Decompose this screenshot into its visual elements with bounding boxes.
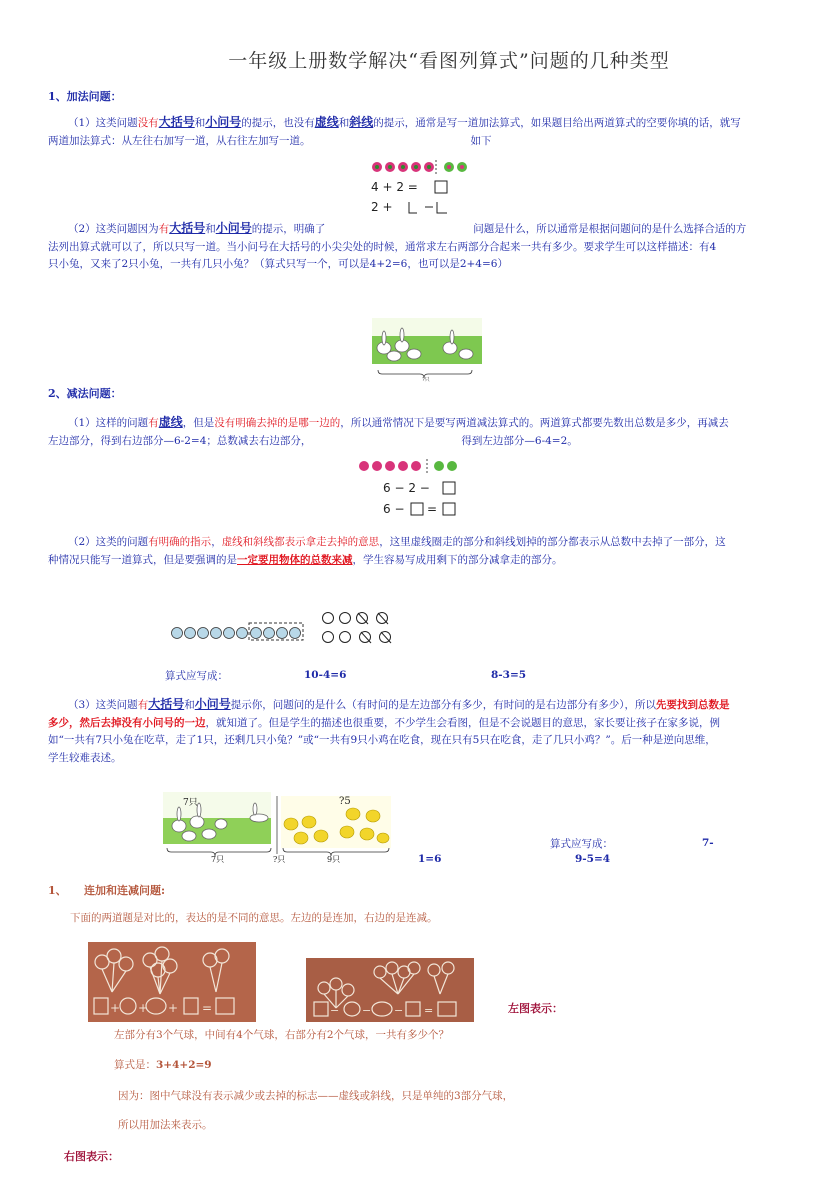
formula-7-part-b: 1=6 <box>418 853 442 865</box>
balloons-subtraction-image <box>306 958 474 1022</box>
paragraph-addition-1 <box>48 114 828 150</box>
keyword-slash-line: 斜线 <box>349 115 374 129</box>
svg-text:−: − <box>394 1004 404 1017</box>
text: 种情况只能写一道算式，但是要强调的是 <box>48 553 237 566</box>
formula-line <box>114 1057 212 1075</box>
keyword-dashed-line: 虚线 <box>158 415 183 429</box>
formula-3-4-2: 3+4+2=9 <box>156 1059 212 1071</box>
rabbits-chicks-image <box>163 792 393 864</box>
text: 提示你，问题问的是什么（有时问的是左边部分有多少，有时问的是右边部分有多少），所以 <box>230 699 656 711</box>
formula-label-1: 算式应写成： <box>165 670 228 682</box>
text: ，但是 <box>182 417 215 429</box>
formula-label-3: 算式是： <box>114 1059 156 1071</box>
flowers-subtraction-image <box>357 457 463 519</box>
text: （2）这类问题因为 <box>68 223 159 235</box>
text: （3）这类问题 <box>68 699 138 711</box>
keyword-big-bracket: 大括号 <box>148 697 185 711</box>
formula-8-3: 8-3=5 <box>491 669 527 681</box>
paragraph-addition-2 <box>48 220 828 274</box>
circles-slashed-image <box>320 610 400 646</box>
svg-text:=: = <box>202 1001 213 1015</box>
text: 如“一共有7只小兔在吃草，走了1只，还剩几只小兔？”或“一共有9只小鸡在吃食，现在只有5只在吃食，走了几只小鸡？”。后一种是逆向思维， <box>48 734 716 746</box>
emphasis-text: 一定要用物体的总数来减 <box>237 553 353 566</box>
text: （2）这类的问题 <box>68 536 149 548</box>
right-figure-label: 右图表示： <box>64 1150 119 1163</box>
svg-text:−: − <box>330 1004 340 1017</box>
chicks-top-label: ?5 <box>339 796 351 807</box>
section-heading-continuous: 连加和连减问题: <box>84 884 166 897</box>
chicks-total-label: 9只 <box>327 855 341 864</box>
text: 左边部分，得到右边部分—6-2=4；总数减去右边部分， <box>48 434 312 447</box>
formula-9-5: 9-5=4 <box>575 853 611 865</box>
emphasis-text: 多少，然后去掉没有小问号的一边 <box>48 716 206 729</box>
formula-7-part-a: 7- <box>702 837 714 849</box>
emphasis-text: 先要找到总数是 <box>655 699 730 711</box>
text-red: 没有明确去掉的是哪一边的 <box>214 417 341 429</box>
text: 和 <box>205 223 216 235</box>
text: （1）这类问题 <box>68 117 138 129</box>
rabbits-left-label: ?只 <box>273 855 286 864</box>
text: ，所以通常情况下是要写两道减法算式的。两道算式都要先数出总数是多少，再减去 <box>340 417 729 429</box>
page-title: 一年级上册数学解决“看图列算式”问题的几种类型 <box>228 50 670 72</box>
svg-text:+: + <box>138 1001 149 1015</box>
subtraction-row1: 6 − 2 − <box>383 481 430 495</box>
rabbits-image <box>372 318 482 382</box>
text: 两道加法算式：从左往右加写一道，从右往左加写一道。 <box>48 134 311 147</box>
text: ， <box>211 536 222 548</box>
text-red: 没有 <box>137 117 159 129</box>
text: 法列出算式就可以了，所以只写一道。当小问号在大括号的小尖尖处的时候，通常求左右两部分合起来一共有多少。要求学生可以这样描述：有4 <box>48 240 717 253</box>
text: 得到左边部分—6-4=2。 <box>461 434 578 447</box>
svg-text:+: + <box>168 1001 179 1015</box>
paragraph-subtraction-1 <box>48 414 828 450</box>
section-heading-addition: 1、加法问题： <box>48 90 122 103</box>
text: ，这里虚线圈走的部分和斜线划掉的部分都表示从总数中去掉了一部分，这 <box>379 536 726 548</box>
rabbits-label: ?只 <box>422 377 430 382</box>
left-figure-description: 左部分有3个气球，中间有4个气球，右部分有2个气球，一共有多少个？ <box>114 1029 450 1041</box>
svg-text:=: = <box>424 1004 434 1017</box>
formula-10-4: 10-4=6 <box>304 669 347 681</box>
text: （1）这样的问题 <box>68 417 149 429</box>
text: 和 <box>338 117 350 129</box>
balloons-addition-image <box>88 942 256 1022</box>
keyword-question-mark: 小问号 <box>205 115 242 129</box>
text-red: 有明确的指示 <box>148 536 212 548</box>
reason-line-1: 因为：图中气球没有表示减少或去掉的标志——虚线或斜线，只是单纯的3部分气球， <box>118 1090 514 1102</box>
text: ，学生容易写成用剩下的部分减拿走的部分。 <box>352 553 563 566</box>
text: 的提示，通常是写一道加法算式，如果题目给出两道算式的空要你填的话，就写 <box>373 117 741 129</box>
text-red: 有 <box>158 223 170 235</box>
text: 的提示，明确了 <box>251 223 326 235</box>
text: 的提示，也没有 <box>241 117 315 129</box>
text: ，就知道了。但是学生的描述也很重要，不少学生会看图，但是不会说题目的意思，家长要让孩子在家多说，例 <box>205 716 720 729</box>
paragraph-subtraction-3 <box>48 696 830 767</box>
reason-line-2: 所以用加法来表示。 <box>118 1119 213 1131</box>
section-heading-subtraction: 2、减法问题： <box>48 387 122 400</box>
paragraph-subtraction-2 <box>48 534 828 569</box>
text: 问题是什么，所以通常是根据问题问的是什么选择合适的方 <box>473 223 747 235</box>
text-red: 虚线和斜线都表示拿走去掉的意思 <box>221 536 380 548</box>
rabbits-total-label: 7只 <box>183 798 198 808</box>
svg-text:+: + <box>110 1001 121 1015</box>
circles-row-image <box>170 620 306 642</box>
text-red: 有 <box>137 699 149 711</box>
text: 如下 <box>470 134 492 147</box>
keyword-dashed-line: 虚线 <box>314 115 339 129</box>
intro-continuous: 下面的两道题是对比的，表达的是不同的意思。左边的是连加，右边的是连减。 <box>70 912 438 924</box>
section-number-3: 1、 <box>48 884 67 897</box>
text: 只小兔，又来了2只小兔，一共有几只小兔？（算式只写一个，可以是4+2=6，也可以是2+4=6） <box>48 258 508 270</box>
keyword-question-mark: 小问号 <box>215 221 252 235</box>
keyword-big-bracket: 大括号 <box>158 115 195 129</box>
keyword-big-bracket: 大括号 <box>169 221 206 235</box>
left-figure-label: 左图表示： <box>508 1002 563 1015</box>
text: 学生较难表述。 <box>48 751 122 764</box>
text: 和 <box>194 117 206 129</box>
svg-text:7只: 7只 <box>211 855 225 864</box>
formula-label-2: 算式应写成： <box>550 838 613 850</box>
svg-text:=: = <box>427 502 438 516</box>
flowers-addition-image <box>369 158 469 216</box>
svg-text:−: − <box>362 1004 372 1017</box>
text-red: 有 <box>148 417 159 429</box>
keyword-question-mark: 小问号 <box>194 697 231 711</box>
addition-row1: 4 + 2 = <box>371 180 418 194</box>
subtraction-row2: 6 − <box>383 502 405 516</box>
addition-row2: 2 + <box>371 200 393 214</box>
text: 和 <box>184 699 195 711</box>
